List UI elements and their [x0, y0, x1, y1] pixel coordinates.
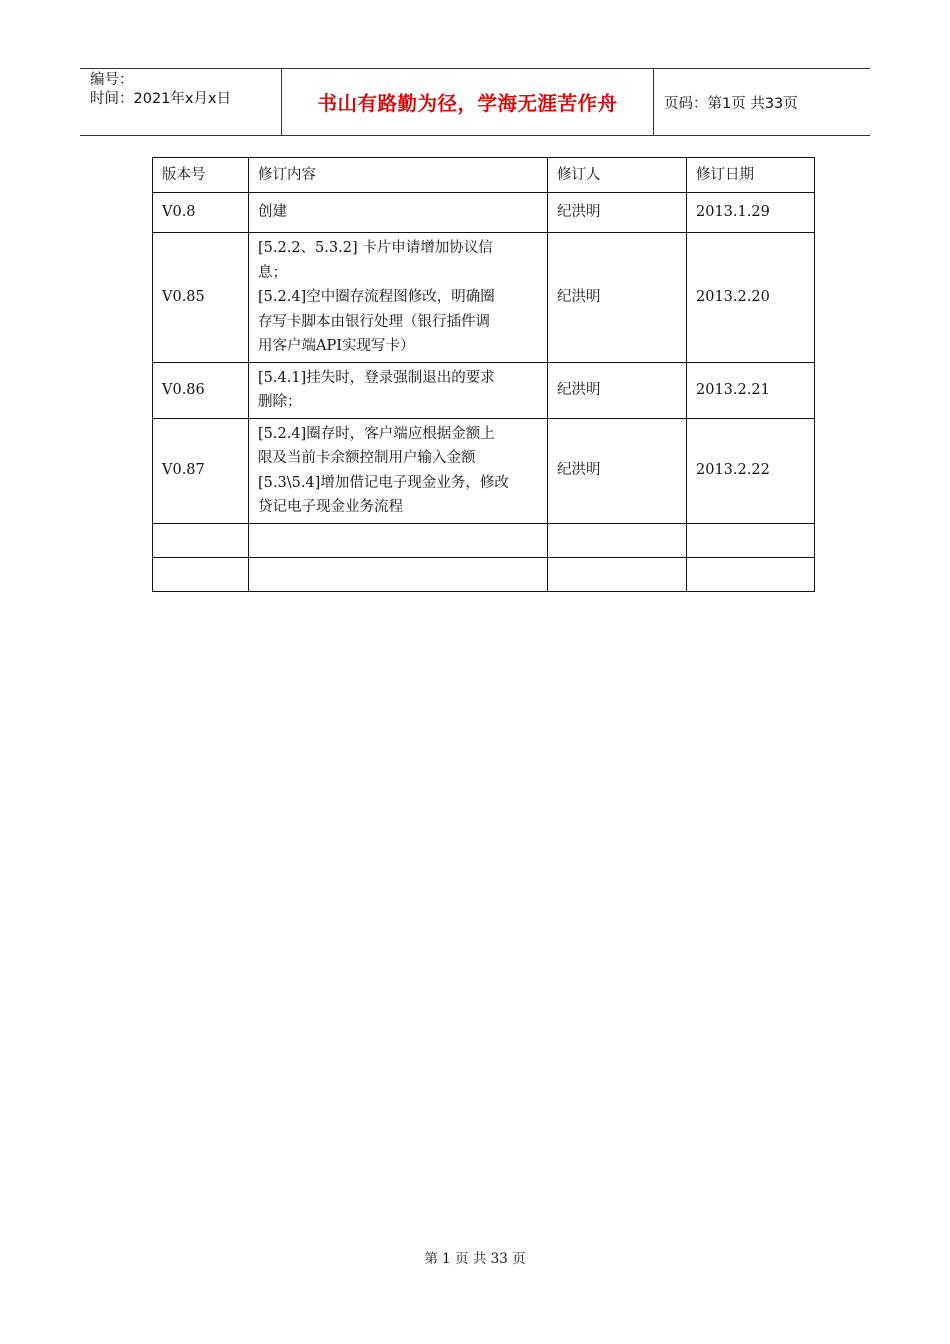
table-row	[153, 418, 815, 523]
cell-content	[249, 233, 548, 363]
cell-author: 纪洪明	[548, 362, 687, 418]
cell-content	[249, 557, 548, 591]
page-footer	[0, 1247, 950, 1267]
cell-version: V0.86	[153, 362, 249, 418]
table-row	[153, 362, 815, 418]
table-row	[153, 523, 815, 557]
cell-content	[249, 362, 548, 418]
column-header-author: 修订人	[548, 158, 687, 193]
cell-author	[548, 557, 687, 591]
content-line: 贷记电子现金业务流程	[258, 499, 403, 515]
cell-date	[687, 557, 815, 591]
header-slogan-cell	[282, 69, 654, 135]
content-line: [5.2.2、5.3.2] 卡片申请增加协议信	[258, 240, 493, 256]
revision-table-body	[153, 193, 815, 592]
cell-author: 纪洪明	[548, 193, 687, 233]
content-line: 删除；	[258, 394, 302, 410]
header-page-info: 页码：第1页 共33页	[664, 95, 798, 112]
cell-date: 2013.2.21	[687, 362, 815, 418]
cell-version: V0.87	[153, 418, 249, 523]
column-header-date: 修订日期	[687, 158, 815, 193]
content-line: 息；	[258, 264, 287, 281]
table-row	[153, 193, 815, 233]
header-page-info-cell	[654, 69, 870, 135]
cell-version: V0.85	[153, 233, 249, 363]
document-date-label: 时间：2021年x月x日	[90, 91, 232, 107]
cell-content	[249, 193, 548, 233]
cell-date: 2013.2.22	[687, 418, 815, 523]
column-header-content: 修订内容	[249, 158, 548, 193]
cell-author: 纪洪明	[548, 418, 687, 523]
column-header-version: 版本号	[153, 158, 249, 193]
content-line: [5.2.4]空中圈存流程图修改，明确圈	[258, 289, 495, 305]
table-header-row	[153, 158, 815, 193]
cell-version: V0.8	[153, 193, 249, 233]
content-line: 存写卡脚本由银行处理（银行插件调	[258, 313, 490, 330]
cell-date: 2013.2.20	[687, 233, 815, 363]
header-meta	[80, 69, 282, 135]
table-row	[153, 233, 815, 363]
content-line: [5.3\5.4]增加借记电子现金业务，修改	[258, 474, 509, 491]
cell-date: 2013.1.29	[687, 193, 815, 233]
content-line: 用客户端API实现写卡）	[258, 338, 415, 354]
cell-version	[153, 557, 249, 591]
cell-date	[687, 523, 815, 557]
table-row	[153, 557, 815, 591]
document-header	[80, 68, 870, 136]
cell-content	[249, 523, 548, 557]
header-slogan: 书山有路勤为径，学海无涯苦作舟	[317, 92, 618, 115]
content-line: 限及当前卡余额控制用户输入金额	[258, 450, 476, 466]
content-line: 创建	[258, 204, 287, 221]
footer-page-number: 第 1 页 共 33 页	[424, 1251, 526, 1267]
cell-author: 纪洪明	[548, 233, 687, 363]
cell-version	[153, 523, 249, 557]
document-number-label: 编号：	[90, 72, 134, 88]
cell-author	[548, 523, 687, 557]
revision-history-table	[152, 157, 815, 592]
content-line: [5.2.4]圈存时，客户端应根据金额上	[258, 425, 495, 442]
cell-content	[249, 418, 548, 523]
content-line: [5.4.1]挂失时，登录强制退出的要求	[258, 369, 495, 386]
